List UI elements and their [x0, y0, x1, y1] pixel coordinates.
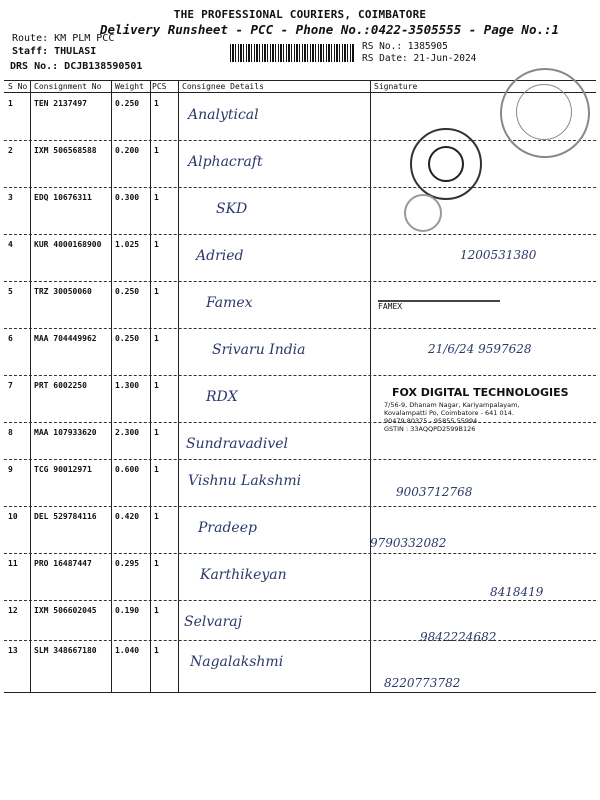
- table-top-border: [4, 80, 596, 81]
- row-pcs: 1: [154, 240, 159, 249]
- route-label: Route: KM PLM PCC: [12, 33, 115, 44]
- table-row: [0, 140, 600, 187]
- row-consignment: IXM 506602045: [34, 606, 97, 615]
- row-pcs: 1: [154, 606, 159, 615]
- row-divider: [4, 600, 596, 601]
- row-consignment: PRO 16487447: [34, 559, 92, 568]
- row-weight: 0.190: [115, 606, 140, 615]
- table-row: [0, 553, 600, 600]
- row-pcs: 1: [154, 646, 159, 655]
- row-sno: 3: [8, 193, 13, 202]
- barcode: [230, 44, 354, 62]
- row-pcs: 1: [154, 559, 159, 568]
- table-row: [0, 281, 600, 328]
- row-consignee: Pradeep: [198, 520, 257, 536]
- row-consignee: Alphacraft: [188, 154, 263, 170]
- row-weight: 1.040: [115, 646, 140, 655]
- row-sno: 2: [8, 146, 13, 155]
- table-row: [0, 187, 600, 234]
- row-weight: 0.250: [115, 334, 140, 343]
- row-signature: 9842224682: [420, 630, 497, 644]
- row-sno: 5: [8, 287, 13, 296]
- row-divider: [4, 553, 596, 554]
- document-title: Delivery Runsheet - PCC - Phone No.:0422-3505555 - Page No.:1: [100, 22, 560, 37]
- row-consignment: MAA 107933620: [34, 428, 97, 437]
- row-pcs: 1: [154, 512, 159, 521]
- row-divider: [4, 140, 596, 141]
- row-sno: 11: [8, 559, 18, 568]
- row-divider: [4, 328, 596, 329]
- row-weight: 0.420: [115, 512, 140, 521]
- row-consignment: IXM 506568588: [34, 146, 97, 155]
- row-consignment: PRT 6002250: [34, 381, 87, 390]
- row-consignee: Selvaraj: [184, 614, 242, 630]
- row-consignment: EDQ 10676311: [34, 193, 92, 202]
- company-seal-stamp: [410, 128, 482, 200]
- row-weight: 2.300: [115, 428, 140, 437]
- row-pcs: 1: [154, 99, 159, 108]
- famex-stamp-text: FAMEX: [378, 302, 403, 311]
- row-consignee: Vishnu Lakshmi: [188, 473, 302, 489]
- row-consignee: Nagalakshmi: [190, 654, 284, 670]
- row-signature: 8220773782: [384, 676, 461, 690]
- row-consignee: Srivaru India: [212, 342, 306, 358]
- row-divider: [4, 375, 596, 376]
- row-weight: 1.300: [115, 381, 140, 390]
- row-pcs: 1: [154, 465, 159, 474]
- row-consignee: SKD: [216, 201, 248, 217]
- company-name: THE PROFESSIONAL COURIERS, COIMBATORE: [173, 8, 427, 21]
- row-weight: 0.200: [115, 146, 140, 155]
- row-consignment: KUR 4000168900: [34, 240, 102, 249]
- row-consignment: SLM 348667180: [34, 646, 97, 655]
- row-divider: [4, 459, 596, 460]
- row-weight: 0.300: [115, 193, 140, 202]
- staff-label: Staff: THULASI: [12, 46, 97, 57]
- row-weight: 0.250: [115, 99, 140, 108]
- row-pcs: 1: [154, 193, 159, 202]
- row-signature: 21/6/24 9597628: [428, 342, 532, 356]
- row-consignment: MAA 704449962: [34, 334, 97, 343]
- row-sno: 7: [8, 381, 13, 390]
- row-weight: 0.250: [115, 287, 140, 296]
- row-pcs: 1: [154, 381, 159, 390]
- drs-number: DRS No.: DCJB138590501: [10, 61, 143, 72]
- row-pcs: 1: [154, 334, 159, 343]
- row-weight: 1.025: [115, 240, 140, 249]
- row-consignment: DEL 529784116: [34, 512, 97, 521]
- row-consignment: TCG 90012971: [34, 465, 92, 474]
- col-header-sno: S No: [8, 82, 28, 91]
- row-consignee: Adried: [196, 248, 244, 264]
- row-divider: [4, 281, 596, 282]
- row-consignee: Sundravadivel: [186, 436, 288, 452]
- table-row: [0, 328, 600, 375]
- col-header-consignee: Consignee Details: [182, 82, 264, 91]
- stamp-company-name: FOX DIGITAL TECHNOLOGIES: [392, 386, 569, 399]
- row-divider: [4, 506, 596, 507]
- row-sno: 10: [8, 512, 18, 521]
- company-seal-stamp: [500, 68, 590, 158]
- row-consignment: TRZ 30050060: [34, 287, 92, 296]
- row-weight: 0.295: [115, 559, 140, 568]
- row-consignee: Karthikeyan: [200, 567, 287, 583]
- fox-digital-stamp: [372, 384, 582, 444]
- table-row: [0, 234, 600, 281]
- row-divider: [4, 234, 596, 235]
- row-sno: 9: [8, 465, 13, 474]
- col-header-weight: Weight: [115, 82, 144, 91]
- table-row: [0, 640, 600, 690]
- row-signature: 1200531380: [460, 248, 537, 262]
- row-sno: 6: [8, 334, 13, 343]
- row-divider: [4, 640, 596, 641]
- row-consignment: TEN 2137497: [34, 99, 87, 108]
- row-signature: 9790332082: [370, 536, 447, 550]
- row-sno: 1: [8, 99, 13, 108]
- row-sno: 13: [8, 646, 18, 655]
- row-signature: 9003712768: [396, 485, 473, 499]
- table-row: [0, 506, 600, 553]
- row-pcs: 1: [154, 428, 159, 437]
- stamp-address: 7/56-9, Dhanam Nagar, Kariyampalayam, Kovalampatti Po, Coimbatore - 641 014. 90479 80375 - 95855 55994 GSTIN : 33AQQPD2599B126: [384, 401, 520, 433]
- row-signature: 8418419: [490, 585, 544, 599]
- company-seal-stamp: [404, 194, 442, 232]
- row-divider: [4, 187, 596, 188]
- col-header-pcs: PCS: [152, 82, 167, 91]
- row-sno: 4: [8, 240, 13, 249]
- row-pcs: 1: [154, 146, 159, 155]
- row-sno: 12: [8, 606, 18, 615]
- row-consignee: Famex: [206, 295, 253, 311]
- table-row: [0, 459, 600, 506]
- row-pcs: 1: [154, 287, 159, 296]
- col-header-consignment: Consignment No: [34, 82, 102, 91]
- famex-stamp: [378, 300, 500, 324]
- row-weight: 0.600: [115, 465, 140, 474]
- rs-number: RS No.: 1385905: [362, 41, 448, 52]
- row-sno: 8: [8, 428, 13, 437]
- table-bottom-border: [4, 692, 596, 693]
- row-consignee: Analytical: [188, 107, 259, 123]
- rs-date: RS Date: 21-Jun-2024: [362, 53, 477, 64]
- row-consignee: RDX: [206, 389, 238, 405]
- col-header-signature: Signature: [374, 82, 418, 91]
